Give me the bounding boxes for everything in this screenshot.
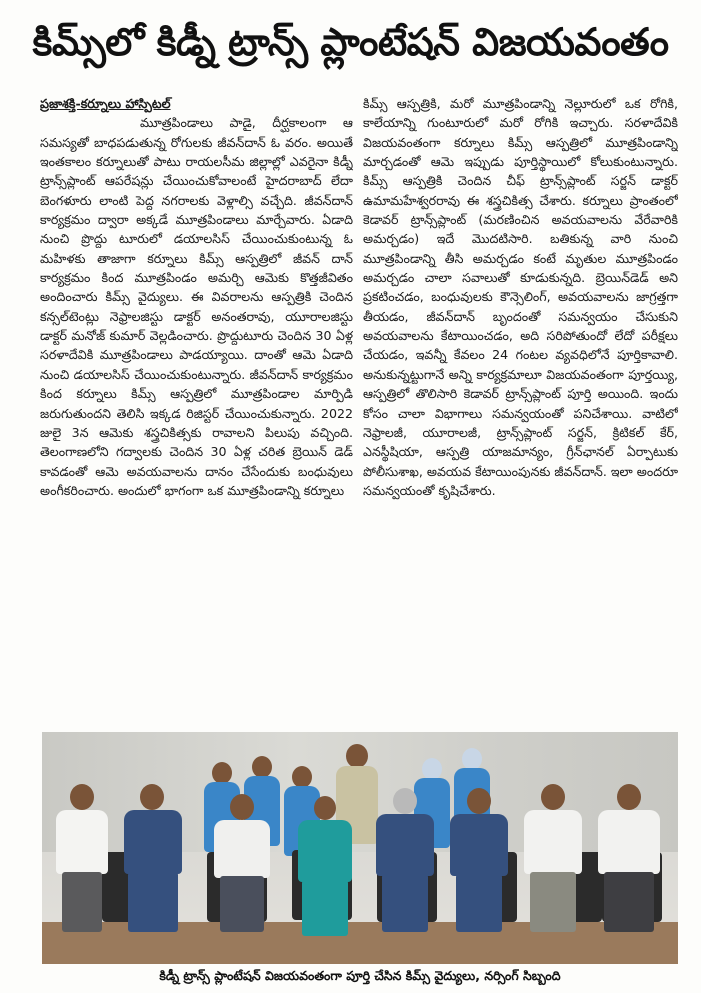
headline: కిమ్స్‌లో కిడ్నీ ట్రాన్స్ ప్లాంటేషన్ విజయవంతం — [32, 20, 669, 64]
article-column-left — [40, 94, 353, 726]
group-photo — [42, 732, 678, 964]
doctor-seated-7 — [594, 784, 664, 934]
left-column-body: మూత్రపిండాలు పాడై, దీర్ఘకాలంగా ఆ సమస్యతో బాధపడుతున్న రోగులకు జీవన్‌దాన్ ఓ వరం. అయితే ఇంతకాలం కర్నూలుతో పాటు రాయలసీమ జిల్లాల్లో ఎవరైనా కిడ్నీ ట్రాన్స్‌ప్లాంట్ ఆపరేషన్లు చేయించుకోవాలంటే హైదరాబాద్ లేదా బెంగళూరు లాంటి పెద్ద నగరాలకు వెళ్లాల్సి వచ్చేది. జీవన్‌దాన్ కార్యక్రమం ద్వారా అక్కడే మూత్రపిండాలు మార్చేవారు. ఏడాది నుంచి ప్రొద్దు టూరులో డయాలసిస్ చేయించుకుంటున్న ఓ మహిళకు తాజాగా కర్నూలు కిమ్స్ ఆస్పత్రిలో జీవన్ దాన్ కార్యక్రమం కింద మూత్రపిండం అమర్చి ఆమెకు కొత్తజీవితం అందించారు కిమ్స్ వైద్యులు. ఈ వివరాలను ఆస్పత్రికి చెందిన కన్సల్‌టెంట్లు నెఫ్రాలజిస్టు డాక్టర్ అనంతరావు, యూరాలజిస్టు డాక్టర్ మనోజ్ కుమార్ వెల్లడించారు. ప్రొద్దుటూరు చెందిన 30 ఏళ్ల సరళాదేవికి మూత్రపిండాలు పాడయ్యాయి. దాంతో ఆమె ఏడాది నుంచి డయాలసిస్ చేయించుకుంటున్నారు. జీవన్‌దాన్ కార్యక్రమం కింద కర్నూలు కిమ్స్ ఆస్పత్రిలో మూత్రపిండాల మార్పిడి జరుగుతుందని తెలిసి ఇక్కడ రిజిస్టర్ చేయించుకున్నారు. 2022 జులై 3న ఆమెకు శస్త్రచికిత్సకు రావాలని పిలుపు వచ్చింది. తెలంగాణలోని గద్వాలకు చెందిన 30 ఏళ్ల చరిత బ్రెయిన్ డెడ్ కావడంతో ఆమె అవయవాలను దానం చేసేందుకు బంధువులు అంగీకరించారు. అందులో భాగంగా ఒక మూత్రపిండాన్ని కర్నూలు — [40, 115, 353, 498]
doctor-seated-4 — [372, 788, 438, 934]
doctor-seated-1 — [52, 784, 112, 934]
doctor-seated-5 — [446, 788, 512, 934]
doctor-seated-6 — [520, 784, 586, 934]
article-column-right — [363, 94, 678, 726]
photo-caption: కిడ్నీ ట్రాన్స్ ప్లాంటేషన్ విజయవంతంగా పూర్తి చేసిన కిమ్స్ వైద్యులు, నర్సింగ్ సిబ్బంది — [159, 967, 561, 983]
doctor-seated-3 — [210, 794, 274, 934]
right-column-body: కిమ్స్ ఆస్పత్రికి, మరో మూత్రపిండాన్ని నెల్లూరులో ఒక రోగికి, కాలేయాన్ని గుంటూరులో మరో రోగికి ఇచ్చారు. సరళాదేవికి విజయవంతంగా కర్నూలు కిమ్స్ ఆస్పత్రిలో మూత్రపిండాన్ని మార్చడంతో ఆమె ఇప్పుడు పూర్తిస్థాయిలో కోలుకుంటున్నారు. కిమ్స్ ఆస్పత్రికి చెందిన చీఫ్ ట్రాన్స్‌ప్లాంట్ సర్జన్ డాక్టర్ ఉమామహేశ్వరరావు ఈ శస్త్రచికిత్స చేశారు. కర్నూలు ప్రాంతంలో కెడావర్ ట్రాన్స్‌ప్లాంట్ (మరణించిన అవయవాలను వేరేవారికి అమర్చడం) ఇదే మొదటిసారి. బతికున్న వారి నుంచి మూత్రపిండాన్ని తీసి అమర్చడం కంటే మృతుల మూత్రపిండం అమర్చడం చాలా సవాలుతో కూడుకున్నది. బ్రెయిన్‌డెడ్ అని ప్రకటించడం, బంధువులకు కౌన్సెలింగ్, అవయవాలను జాగ్రత్తగా తీయడం, జీవన్‌దాన్ బృందంతో సమన్వయం చేసుకుని అవయవాలను కేటాయించడం, అది సరిపోతుందో లేదో పరీక్షలు చేయడం, ఇవన్నీ కేవలం 24 గంటల వ్యవధిలోనే పూర్తికావాలి. అనుకున్నట్టుగానే అన్ని కార్యక్రమాలూ విజయవంతంగా పూర్తయ్యి, ఆస్పత్రిలో తొలిసారి కెడావర్ ట్రాన్స్‌ప్లాంట్ పూర్తి అయింది. ఇందు కోసం చాలా విభాగాలు సమన్వయంతో పనిచేశాయి. వాటిలో నెఫ్రాలజీ, యూరాలజీ, ట్రాన్స్‌ప్లాంట్ సర్జన్, క్రిటికల్ కేర్, ఎనస్థీషియా, ఆస్పత్రి యాజమాన్యం, గ్రీన్‌ఛానల్ ఏర్పాటుకు పోలీసుశాఖ, అవయవ కేటాయింపునకు జీవన్‌దాన్. ఇలా అందరూ సమన్వయంతో కృషిచేశారు. — [363, 96, 678, 498]
article-paragraph-left — [40, 94, 353, 500]
doctor-seated-2 — [118, 784, 188, 934]
dateline: ప్రజాశక్తి-కర్నూలు హాస్పిటల్ — [40, 96, 171, 111]
patient-seated — [294, 796, 356, 936]
